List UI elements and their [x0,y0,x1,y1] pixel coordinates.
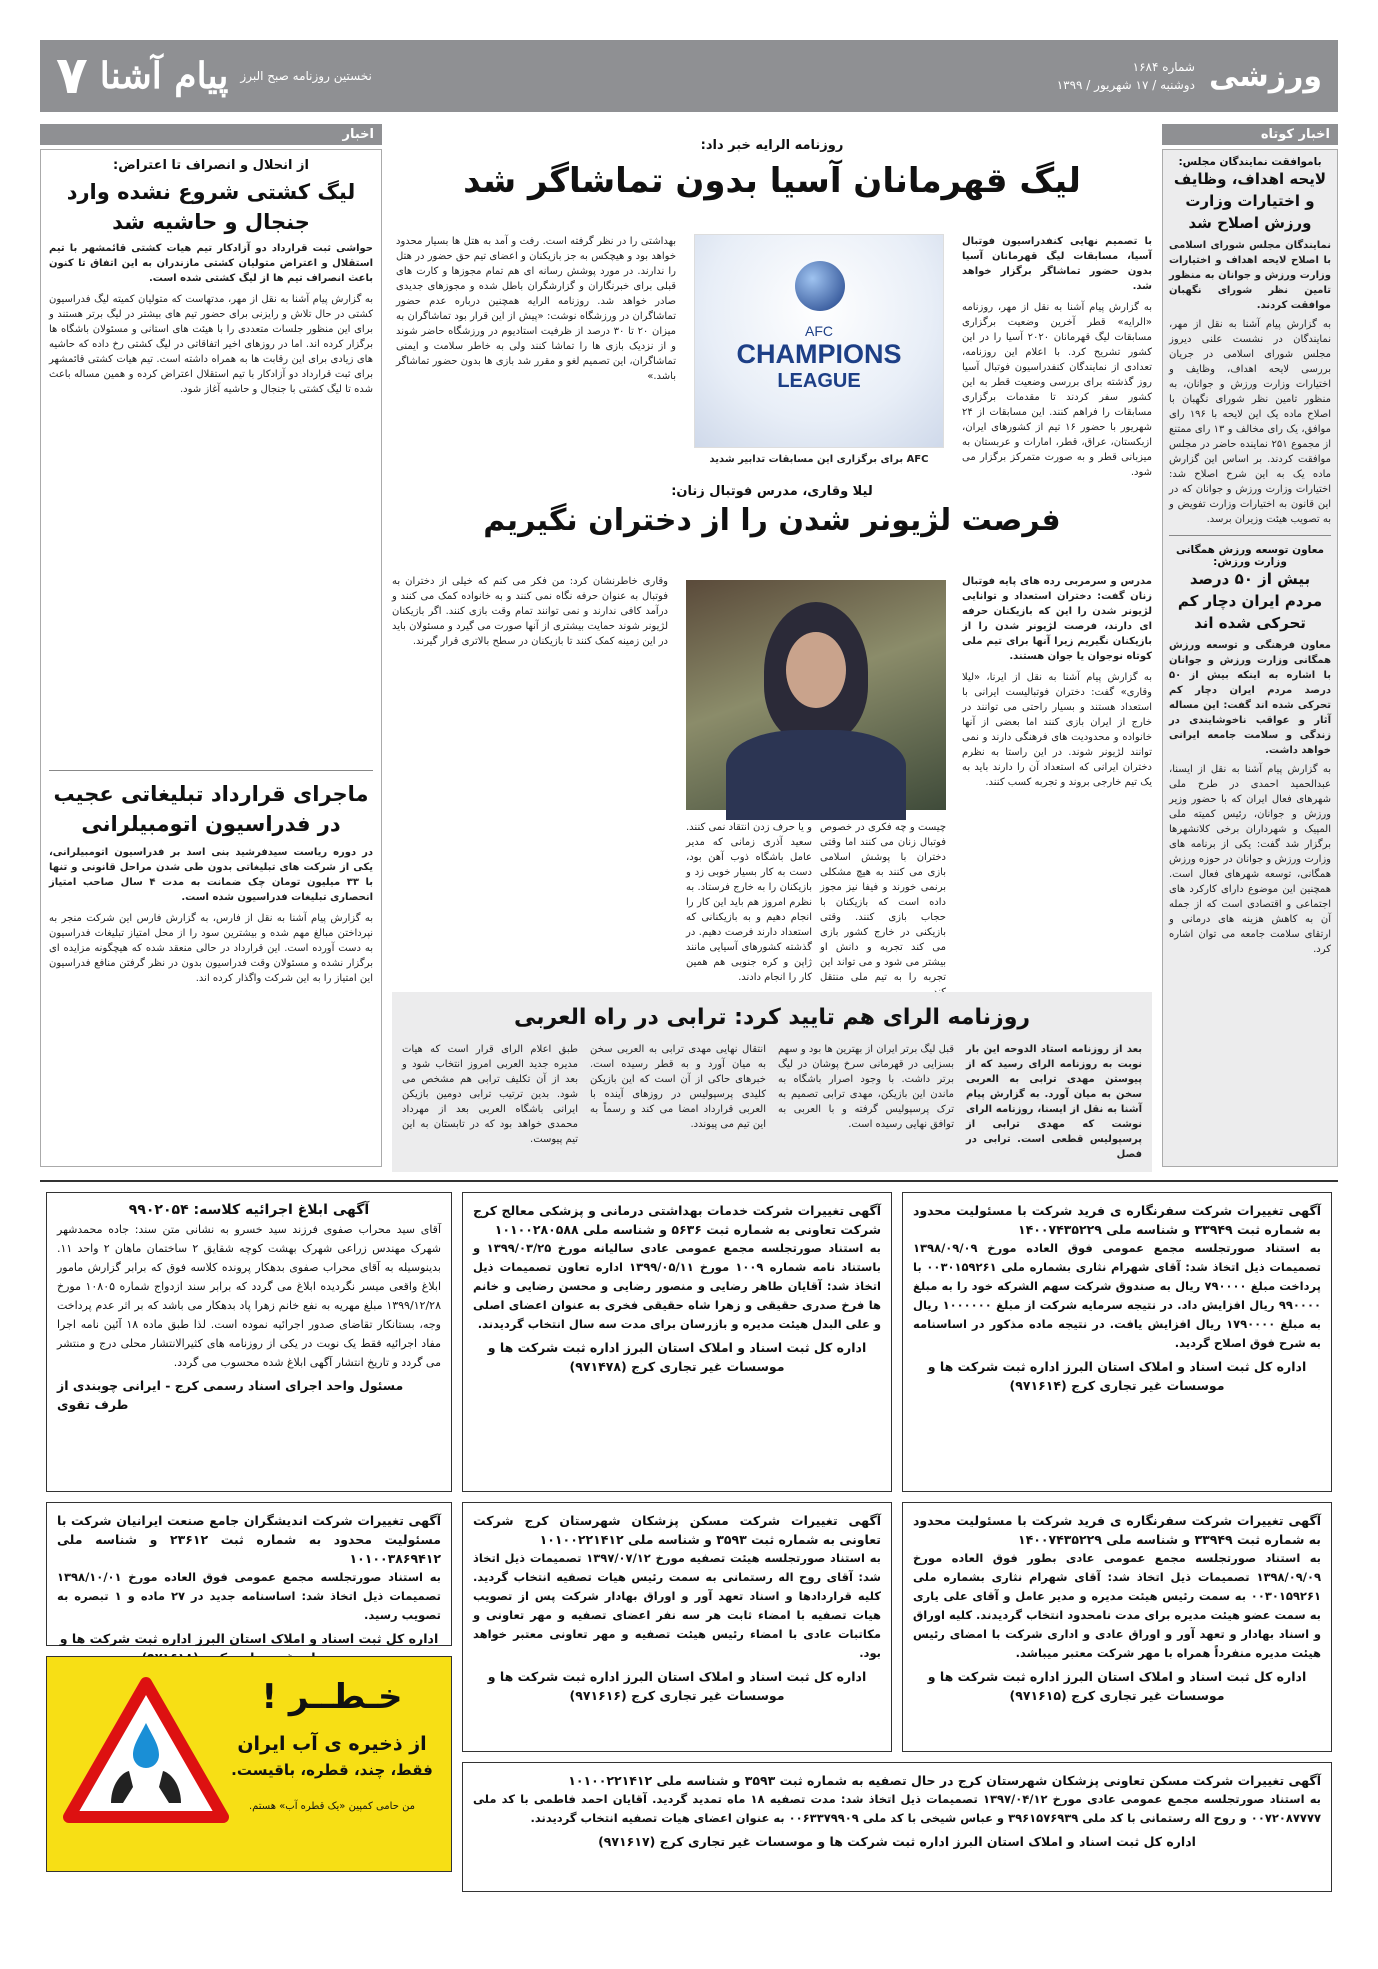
short-news-2-kicker: معاون توسعه ورزش همگانی وزارت ورزش: [1175,544,1324,568]
auto-federation-headline: ماجرای قرارداد تبلیغاتی عجیب در فدراسیون اتومبیلرانی [53,782,369,836]
auto-federation-body: به گزارش پیام آشنا به نقل از فارس، به گزارش فارس این شرکت منجر به نپرداختن مبالغ مهم شده و بیشترین سود را از محل امتیاز تبلیغات فدراسیون به دست آورده است. این قرارداد در حالی منعقد شده که هیچگونه مزایده ای برگزار نشده و مسئولان وقت فدراسیون بدون در نظر گرفتن منافع فدراسیون این امتیاز را به این شرکت واگذار کرده اند. [49,913,373,984]
ad-1 [902,1192,1332,1492]
champions-label: CHAMPIONS [736,339,902,369]
wrestling-story-body: به گزارش پیام آشنا به نقل از مهر، مدتهاست که متولیان کمیته لیگ فدراسیون کشتی در حال تلاش و رایزنی برای حضور تیم های بیشتر در لیگ برتر هستند و برای این منظور جلسات متعددی را با هیئت های استانی و مسئولان باشگاه ها برگزار کرده اند. اما در روزهای اخیر اتفاقاتی در لیگ کشتی رخ داده که حاشیه های زیادی برای این رقابت ها به همراه داشته است. تیم هیات کشتی قائمشهر برای ثبت قرارداد دو آزادکار با تیم استقلال اعتراض کرده و همین مساله باعث شده تا لیگ کشتی با جنجال و حاشیه آغاز شود. [49,294,373,395]
second-story [392,484,1152,984]
second-story-col-right [962,574,1152,974]
ad-6-body: به استناد صورتجلسه مجمع عمومی فوق العاده مورخ ۱۳۹۸/۱۰/۰۱ تصمیمات ذیل اتخاذ شد: اساسنامه جدید در ۲۷ ماده و ۱ تبصره به تصویب رسید. [57,1570,441,1622]
short-news-2-body: به گزارش پیام آشنا به نقل از ایسنا، عبدالحمید احمدی در طرح ملی شهرهای فعال ایران که با حضور وزیر ورزش و جوانان، رئیس کمیته ملی المپیک و شهرداران برخی کلانشهرها برگزار شد گفت: یکی از برنامه های وزارت ورزش و جوانان در حوزه ورزش همگانی، توسعه شهرهای فعال است. همچنین این موضوع دارای کارکرد های اجتماعی و اقتصادی است که از جمله آن به کاهش هزینه های درمانی و ارتقای سلامت جامعه می توان اشاره کرد. [1169,764,1331,955]
divider [49,770,373,771]
lead-story-body-1: به گزارش پیام آشنا به نقل از مهر، روزنامه «الرایه» قطر آخرین وضعیت برگزاری مسابقات لیگ قهرمانان ۲۰۲۰ آسیا را در این کشور تشریح کرد. با اعلام این روزنامه، تعدادی از نمایندگان کنفدراسیون فوتبال آسیا روز گذشته برای بررسی وضعیت قطر به این کشور سفر کردند تا مقدمات برگزاری مسابقات را فراهم کنند. این مسابقات از ۲۴ شهریور با حضور ۱۶ تیم از کشورهای ایران، ازبکستان، عراق، قطر، امارات و عربستان به میزبانی قطر و به صورت متمرکز برگزار می شود. [962,302,1152,478]
lead-story [392,124,1152,476]
masthead [40,40,1338,112]
left-column-header: اخبار [40,124,382,145]
ad-3-body: آقای سید محراب صفوی فرزند سید خسرو به نشانی متن سند: جاده محمدشهر شهرک مهندس زراعی شهرک بهشت کوچه شقایق ۲ ساختمان ماهان ۲ واحد ۱۱. بدینوسیله به آقای محراب صفوی بدهکار پرونده کلاسه فوق که برابر گزارش مامور ابلاغ واقعی میسر نگردیده ابلاغ می گردد که برابر سند ازدواج شماره ۱۰۸۰۵ مورخ ۱۳۹۹/۱۲/۲۸ مبلغ مهریه به نفع خانم زهرا پاد بدهکار می باشد که بر اثر عدم پرداخت وجه، بستانکار تقاضای صدور اجرائیه نموده است. لذا طبق ماده ۱۸ آئین نامه اجرا مفاد اجرائیه فقط یک نوبت در یکی از روزنامه های کثیرالانتشار محلی درج و منتشر می گردد و تاریخ انتشار آگهی ابلاغ شده محسوب می گردد. [57,1223,441,1369]
leila-vaghari-photo [686,580,946,810]
lead-story-summary: با تصمیم نهایی کنفدراسیون فوتبال آسیا، مسابقات لیگ قهرمانان آسیا بدون حضور تماشاگر برگزار خواهد شد. [962,236,1152,292]
ad-2 [462,1192,892,1492]
auto-federation-lead: در دوره ریاست سیدفرشید بنی اسد بر فدراسیون اتومبیلرانی، یکی از شرکت های تبلیغاتی بدون طی شدن مراحل قانونی و تنها با ۳۳ میلیون تومان چک ضمانت به مدت ۴ سال صاحب امتیاز انحصاری تبلیغات فدراسیون شده است. [49,847,373,903]
afc-logo-image [694,234,944,448]
ad-2-title: آگهی تغییرات شرکت خدمات بهداشتی درمانی و پزشکی معالج کرج شرکت تعاونی به شماره ثبت ۵۶۳۶ و شناسه ملی ۱۰۱۰۰۲۸۰۵۸۸ [473,1203,881,1237]
third-story [392,992,1152,1172]
warning-triangle-icon [61,1675,231,1825]
ad-6-signature: اداره کل ثبت اسناد و املاک استان البرز اداره ثبت شرکت ها و [59,1631,439,1646]
issue-number: شماره ۱۶۸۴ [1132,60,1195,74]
ad-1-signature: اداره کل ثبت اسناد و املاک استان البرز اداره ثبت شرکت ها و موسسات غیر تجاری کرج (۹۷۱۶۱۴) [927,1359,1307,1393]
ad-4-title: آگهی تغییرات شرکت سفرنگاره ی فرید شرکت با مسئولیت محدود به شماره ثبت ۳۳۹۴۹ و شناسه ملی ۱۴۰۰۷۴۳۵۲۲۹ [913,1513,1321,1547]
water-psa [46,1656,452,1872]
ad-7 [462,1762,1332,1892]
lead-story-caption: AFC برای برگزاری این مسابقات تدابیر شدید [709,454,929,465]
psa-line-1: از ذخیره ی آب ایران [237,1733,427,1755]
ad-3-signature: مسئول واحد اجرای اسناد رسمی کرج - ایرانی چوبندی از طرف تقوی [57,1378,404,1412]
page-number: ۷ [56,46,88,106]
ad-2-body: به استناد صورتجلسه مجمع عمومی عادی سالیانه مورخ ۱۳۹۹/۰۳/۲۵ و باستناد نامه شماره ۱۰۰۹ مورخ ۱۳۹۹/۰۵/۱۱ اداره تعاون تصمیمات ذیل اتخاذ شد: آقایان طاهر رضایی و منصور رضایی و محسن رضایی و خانم ها فرخ صدری حقیقی و زهرا شاه حقیقی فخری به عنوان اعضای اصلی و علی البدل هیئت مدیره و بازرسان برای مدت سه سال انتخاب گردیدند. [473,1241,881,1331]
left-column-box [40,149,382,1167]
issue-date: دوشنبه / ۱۷ شهریور / ۱۳۹۹ [1056,78,1195,92]
short-news-header: اخبار کوتاه [1162,124,1338,145]
third-story-body-2: قبل لیگ برتر ایران از بهترین ها بود و سهم بسزایی در قهرمانی سرخ پوشان در لیگ برتر داشت. با وجود اصرار باشگاه به ماندن این بازیکن، مهدی ترابی تصمیم به ترک پرسپولیس گرفته و با العربی به توافق نهایی رسیده است. [778,1044,954,1130]
ad-3 [46,1192,452,1492]
short-news-column [1162,124,1338,1172]
afc-logo-text [695,323,943,393]
third-story-headline: روزنامه الرای هم تایید کرد: ترابی در راه العربی [513,1005,1031,1030]
short-news-box [1162,149,1338,1167]
news-column-left [40,124,382,1172]
section-title: ورزشی [1208,58,1322,94]
ad-1-body: به استناد صورتجلسه مجمع عمومی فوق العاده مورخ ۱۳۹۸/۰۹/۰۹ تصمیمات ذیل اتخاذ شد: آقای شهرام نثاری بشماره ملی ۰۰۳۰۱۵۹۲۶۱ با پرداخت مبلغ ۷۹۰۰۰۰ ریال به صندوق شرکت سهم الشرکه خود را به مبلغ ۹۹۰۰۰۰ ریال افزایش داد. در نتیجه سرمایه شرکت از مبلغ ۱۰۰۰۰۰۰ ریال به مبلغ ۱۷۹۰۰۰۰ ریال افزایش یافت. در نتیجه ماده مذکور در اساسنامه به شرح فوق اصلاح گردید. [913,1241,1322,1350]
ad-4-signature: اداره کل ثبت اسناد و املاک استان البرز اداره ثبت شرکت ها و موسسات غیر تجاری کرج (۹۷۱۶۱۵) [927,1669,1307,1703]
ad-5-body: به استناد صورتجلسه هیئت تصفیه مورخ ۱۳۹۷/۰۷/۱۲ تصمیمات ذیل اتخاذ شد: آقای روح اله رستمانی به سمت رئیس هیات تصفیه انتخاب گردید. کلیه قراردادها و اسناد تعهد آور و اوراق بهادار شرکت پس از تصویب هیات تصفیه با امضاء ثابت هر سه نفر اعضای تصفیه و مهر تعاونی و مکاتبات عادی با امضاء رئیس هیئت تصفیه و مهر تعاونی معتبر خواهد بود. [473,1551,881,1660]
short-news-1-title: لایحه اهداف، وظایف و اختیارات وزارت ورزش اصلاح شد [1173,170,1327,232]
wrestling-story-lead: حواشی ثبت قرارداد دو آزادکار تیم هیات کشتی قائمشهر با تیم استقلال و اعتراض متولیان کشتی مازندران به این اتفاق تا کنون باعث انصراف تیم ها از لیگ کشتی شده است. [49,243,373,284]
league-label: LEAGUE [777,370,861,392]
lead-story-headline: لیگ قهرمانان آسیا بدون تماشاگر شد [463,161,1081,201]
newspaper-logo: پیام آشنا [99,55,229,97]
third-story-body-1: بعد از روزنامه استاد الدوحه این بار نوبت به روزنامه الرای رسید که از پیوستن مهدی ترابی به العربی سخن به میان آورد. به گزارش پیام آشنا به نقل از ایسنا، روزنامه الرای نوشت که مهدی ترابی از پرسپولیس قطعی است. ترابی در فصل [966,1044,1142,1160]
wrestling-story-kicker: از انحلال و انصراف تا اعتراض: [113,158,309,173]
ad-5-signature: اداره کل ثبت اسناد و املاک استان البرز اداره ثبت شرکت ها و موسسات غیر تجاری کرج (۹۷۱۶۱۶) [487,1669,867,1703]
second-story-summary: مدرس و سرمربی رده های پایه فوتبال زنان گفت: دختران استعداد و توانایی لژیونر شدن را این که بازیکنان حرفه ای دارند، فرصت لژیونر شدن را از بازیکنان نگیریم زیرا آنها برای تیم ملی کوتاه نوجوان یا جوان هستند. [962,576,1152,662]
ad-7-title: آگهی تغییرات شرکت مسکن تعاونی پزشکان شهرستان کرج در حال تصفیه به شماره ثبت ۳۵۹۳ و شناسه ملی ۱۰۱۰۰۲۲۱۴۱۲ [568,1773,1321,1788]
ad-6 [46,1502,452,1646]
lead-story-text-right [962,234,1152,478]
third-story-body-3: انتقال نهایی مهدی ترابی به العربی سخن به میان آورد و به قطر رسیده است. خبرهای حاکی از آن است که این بازیکن کلیدی پرسپولیس در روزهای آینده با العربی قرارداد امضا می کند و رسماً به این تیم می پیوندد. [590,1044,766,1130]
short-news-2-title: بیش از ۵۰ درصد مردم ایران دچار کم تحرکی شده اند [1177,570,1323,632]
issue-info [1057,58,1195,94]
second-story-body-3: چیست و چه فکری در خصوص فوتبال زنان می کنند اما وقتی دختران با پوشش اسلامی بازی می کنند به هیچ مشکلی برنمی خورند و فیفا نیز مجوز داده است که بازیکنان با حجاب بازی کنند. وقتی بازیکنی در خارج کشور بازی می کند تجربه و دانش او بیشتر می شود و می تواند این تجربه را به تیم ملی منتقل [820,822,946,983]
third-story-body-4: طبق اعلام الرای قرار است که هیات مدیره جدید العربی امروز انتخاب شود و بعد از آن تکلیف ترابی هم مشخص می شود. بدین ترتیب ترابی دومین بازیکن ایرانی باشگاه العربی بعد از مهرداد محمدی خواهد بود که در تابستان به این تیم پیوست. [402,1044,578,1145]
second-story-kicker: لیلا وقاری، مدرس فوتبال زنان: [671,484,873,499]
short-news-1-kicker: باموافقت نمایندگان مجلس: [1178,156,1322,168]
psa-footer: من حامی کمپین «یک قطره آب» هستم. [248,1801,416,1812]
ad-4-body: به استناد صورتجلسه مجمع عمومی عادی بطور فوق العاده مورخ ۱۳۹۸/۰۹/۰۹ تصمیمات ذیل اتخاذ شد: آقای شهرام نثاری بشماره ملی ۰۰۳۰۱۵۹۲۶۱ به سمت رئیس هیئت مدیره و مدیر عامل و آقای علی یاری به سمت عضو هیئت مدیره برای مدت نامحدود انتخاب گردیدند. کلیه اوراق و اسناد بهادار و تعهد آور و اوراق عادی و اداری شرکت با امضای رئیس هیئت مدیره منفرداً همراه با مهر شرکت معتبر میباشد. [913,1551,1321,1660]
second-story-body-1: به گزارش پیام آشنا به نقل از ایرنا، «لیلا وقاری» گفت: دختران فوتبالیست ایرانی با استعداد هستند و بسیار راحتی می توانند در خارج از ایران بازی کنند اما بعضی از آنها خانواده و محدودیت های فرهنگی دارند و نمی توانند لژیونر شوند. در این راستا به نظرم دختران ایرانی که استعداد آن را دارند باید به یک تیم خارجی بروند و تجربه کسب کنند. [962,672,1152,788]
ball-icon [795,261,845,311]
second-story-headline: فرصت لژیونر شدن را از دختران نگیریم [483,503,1061,538]
psa-line-2: فقط، چند، قطره، باقیست. [231,1761,433,1779]
short-news-1-body: به گزارش پیام آشنا به نقل از مهر، نمایندگان در نشست علنی دیروز مجلس شورای اسلامی در جریان بررسی لایحه اهداف، وظایف و اختیارات وزارت ورزش و جوانان، به منظور تامین نظر شورای نگهبان با اصلاح ماده یک این لایحه با ۱۹۶ رای موافق، یک رای مخالف و ۱۳ رای ممتنع از مجموع ۲۵۱ نماینده حاضر در مجلس موافقت کردند. بر اساس این گزارش ماده یک به این شرح اصلاح شد: اختیارات وزارت ورزش و جوانان که در این قانون به اختیارات وزارت تفویض و به تصویب هیئت وزیران برسد. [1169,319,1331,525]
psa-title: خـطــر ! [261,1677,403,1717]
ads-section [40,1180,1338,1930]
ad-7-signature: اداره کل ثبت اسناد و املاک استان البرز اداره ثبت شرکت ها و موسسات غیر تجاری کرج (۹۷۱۶۱۷) [598,1834,1196,1849]
ad-7-body: به استناد صورتجلسه مجمع عمومی عادی مورخ ۱۳۹۷/۰۴/۱۲ تصمیمات ذیل اتخاذ شد: مدت تصفیه ۱۸ ماه تمدید گردید. آقایان احمد فاطمی با کد ملی ۰۰۷۲۰۸۷۷۷۷ و روح اله رستمانی با کد ملی ۳۹۶۱۵۷۶۹۳۹ و عباس شیخی با کد ملی ۰۰۶۳۳۷۹۹۰۹ به عنوان اعضای هیات تصفیه انتخاب گردیدند. [473,1792,1321,1825]
third-story-columns [402,1042,1142,1160]
tagline: نخستین روزنامه صبح البرز [240,69,372,83]
ad-5 [462,1502,892,1752]
psa-text [227,1675,437,1812]
divider [1169,535,1331,536]
lead-story-kicker: روزنامه الرایه خبر داد: [700,138,844,153]
afc-label: AFC [805,323,833,339]
wrestling-story-headline: لیگ کشتی شروع نشده وارد جنجال و حاشیه شد [66,180,356,234]
short-news-1-lead: نمایندگان مجلس شورای اسلامی با اصلاح لایحه اهداف و اختیارات وزارت ورزش و جوانان به منظور تامین نظر شورای نگهبان موافقت کردند. [1169,240,1331,311]
short-news-2-lead: معاون فرهنگی و توسعه ورزش همگانی وزارت ورزش و جوانان با اشاره به اینکه بیش از ۵۰ درصد مردم ایران دچار کم تحرکی شده اند گفت: این مساله آثار و عواقب ناخوشایندی در زندگی و سلامت جامعه ایرانی خواهد داشت. [1169,640,1331,756]
ad-3-title: آگهی ابلاغ اجرائیه کلاسه: ۹۹۰۲۰۵۴ [128,1202,370,1218]
lead-story-body-2: بهداشتی را در نظر گرفته است. رفت و آمد به هتل ها بسیار محدود خواهد بود و هیچکس به جز بازیکنان و اعضای تیم حق حضور در هتل را ندارند. در مورد پوشش رسانه ای هم تمام مجوزها و کارت های قبلی برای خبرنگاران و گزارشگران باطل شده و مجوزهای جدیدی صادر خواهد شد. روزنامه الرایه همچنین درباره عدم حضور تماشاگران در ورزشگاه نوشت: «پیش از این قرار بود تماشاگران به میزان ۲۰ تا ۳۰ درصد از ظرفیت استادیوم در ورزشگاه حاضر شوند و از نزدیک بازی ها را تماشا کنند ولی به خاطر سلامت و ایمنی تماشاگران، این تصمیم لغو و مقرر شد بازی ها بدون حضور تماشاگر باشد.» [396,236,676,382]
second-story-body-4: و یا حرف زدن انتقاد نمی کنند. سعید آذری زمانی که مدیر عامل باشگاه ذوب آهن بود، دست به کار بسیار خوبی زد و بازیکنان را به خارج فرستاد. به نظرم امروز هم باید این کار را انجام دهیم و به بازیکنانی که استعداد دارند فرصت دهیم. در گذشته کشورهای آسیایی مانند ژاپن و کره جنوبی هم همین کار را انجام دادند. [686,822,812,983]
ad-4 [902,1502,1332,1752]
ad-1-title: آگهی تغییرات شرکت سفرنگاره ی فرید شرکت با مسئولیت محدود به شماره ثبت ۳۳۹۴۹ و شناسه ملی ۱۴۰۰۷۴۳۵۲۲۹ [913,1203,1321,1237]
ad-2-signature: اداره کل ثبت اسناد و املاک استان البرز اداره ثبت شرکت ها و موسسات غیر تجاری کرج (۹۷۱۴۷۸) [487,1340,867,1374]
ad-6-title: آگهی تغییرات شرکت اندیشگران جامع صنعت ایرانیان شرکت با مسئولیت محدود به شماره ثبت ۲۳۶۱۲ و شناسه ملی ۱۰۱۰۰۳۸۶۹۴۱۲ [57,1513,441,1566]
second-story-body-2: وقاری خاطرنشان کرد: من فکر می کنم که خیلی از دختران به فوتبال به عنوان حرفه نگاه نمی کنند و به خانواده کمک می کنند و درآمد کافی ندارند و نمی توانند تمام وقت بازی کنند. اگر بازیکنان لژیونر شوند حمایت بیشتری از آنها صورت می گیرد و مسئولان باید در این زمینه کمک کنند تا بازیکنان در سطح بالاتری قرار گیرند. [392,576,668,647]
ad-5-title: آگهی تغییرات شرکت مسکن پزشکان شهرستان کرج شرکت تعاونی به شماره ثبت ۳۵۹۳ و شناسه ملی ۱۰۱۰۰۲۲۱۴۱۲ [473,1513,881,1547]
